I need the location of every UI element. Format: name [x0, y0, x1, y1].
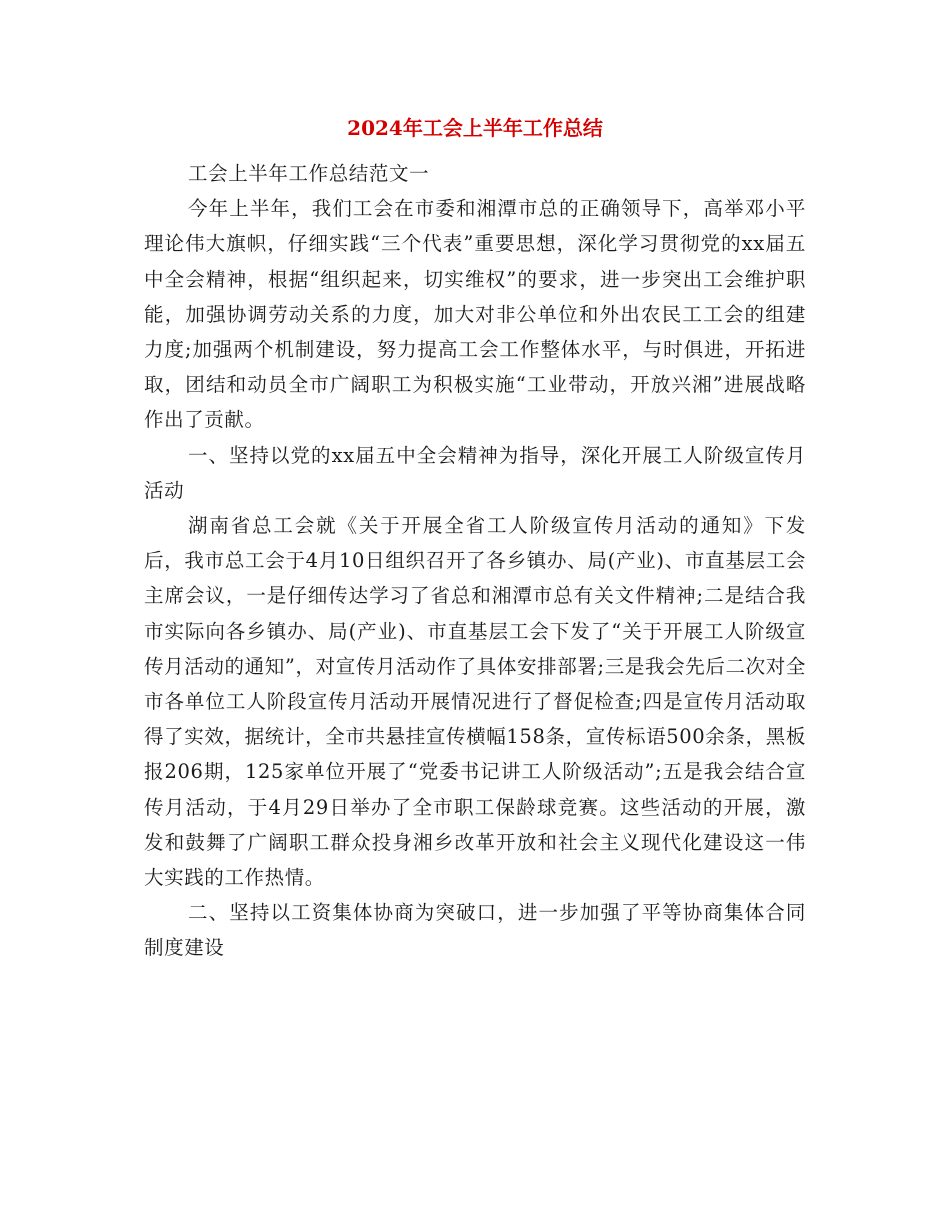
document-title: 2024年工会上半年工作总结 [347, 116, 603, 140]
paragraph-section-1: 湖南省总工会就《关于开展全省工人阶级宣传月活动的通知》下发后，我市总工会于4月10日组织召开了各乡镇办、局(产业)、市直基层工会主席会议，一是仔细传达学习了省总和湘潭市总有关文件精神;二是结合我市实际向各乡镇办、局(产业)、市直基层工会下发了“关于开展工人阶级宣传月活动的通知”，对宣传月活动作了具体安排部署;三是我会先后二次对全市各单位工人阶段宣传月活动开展情况进行了督促检查;四是宣传月活动取得了实效，据统计，全市共悬挂宣传横幅158条，宣传标语500余条，黑板报206期，125家单位开展了“党委书记讲工人阶级活动”;五是我会结合宣传月活动，于4月29日举办了全市职工保龄球竞赛。这些活动的开展，激发和鼓舞了广阔职工群众投身湘乡改革开放和社会主义现代化建设这一伟大实践的工作热情。 [144, 514, 806, 890]
paragraph-intro: 今年上半年，我们工会在市委和湘潭市总的正确领导下，高举邓小平理论伟大旗帜，仔细实践“三个代表”重要思想，深化学习贯彻党的xx届五中全会精神，根据“组织起来，切实维权”的要求，进一步突出工会维护职能，加强协调劳动关系的力度，加大对非公单位和外出农民工工会的组建力度;加强两个机制建设，努力提高工会工作整体水平，与时俱进，开拓进取，团结和动员全市广阔职工为积极实施“工业带动，开放兴湘”进展战略作出了贡献。 [144, 197, 806, 432]
document-body [144, 156, 806, 966]
paragraph-heading-2: 二、坚持以工资集体协商为突破口，进一步加强了平等协商集体合同制度建设 [144, 901, 806, 960]
paragraph-heading-1: 一、坚持以党的xx届五中全会精神为指导，深化开展工人阶级宣传月活动 [144, 443, 806, 502]
paragraph-subtitle: 工会上半年工作总结范文一 [188, 162, 430, 185]
